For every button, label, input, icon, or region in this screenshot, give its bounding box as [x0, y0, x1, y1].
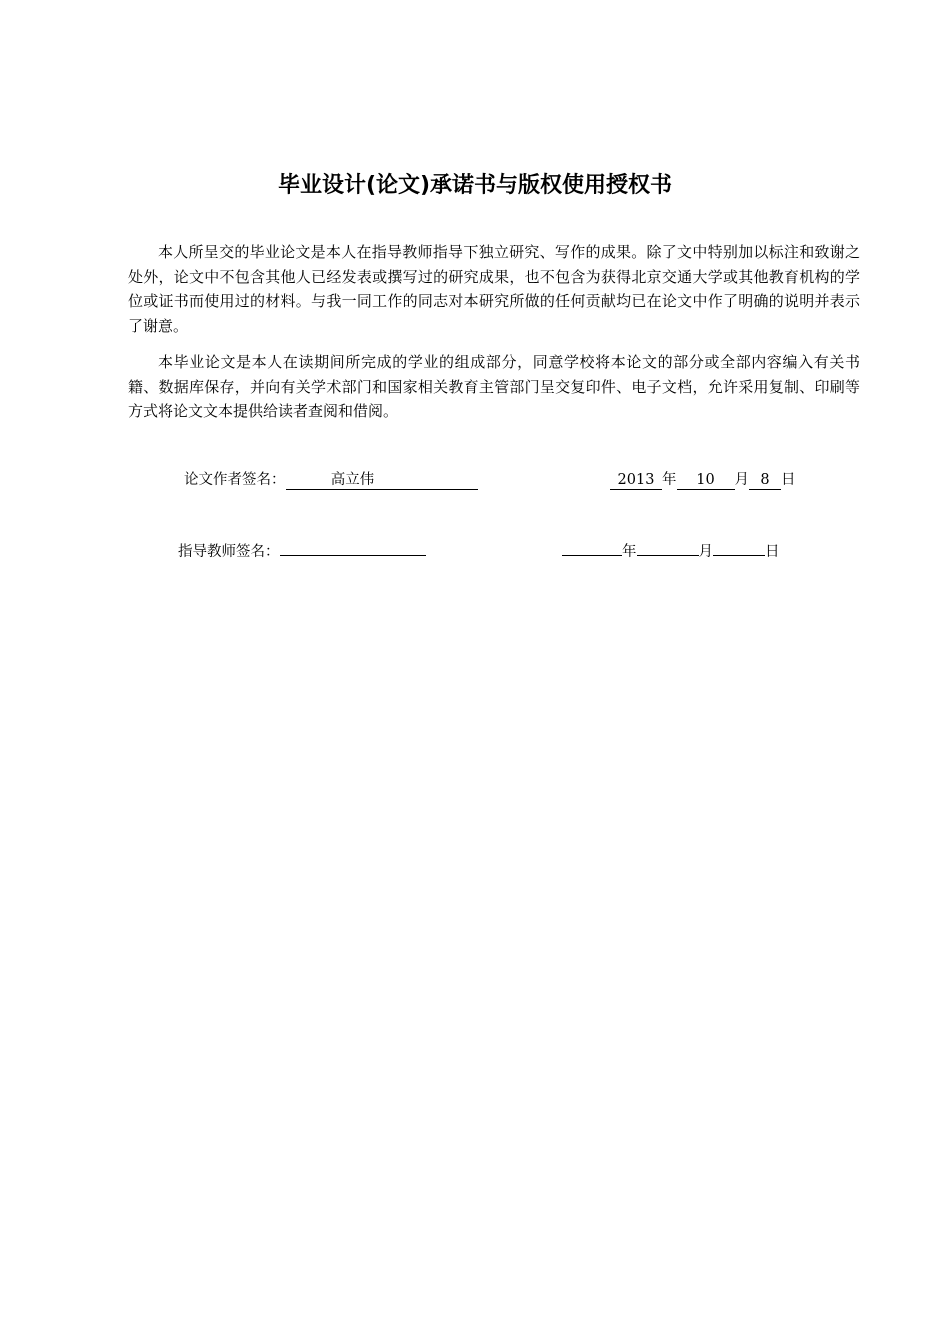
author-date — [610, 469, 796, 491]
advisor-year-field — [562, 538, 622, 556]
author-month: 10 — [696, 472, 715, 488]
author-day-unit: 日 — [781, 472, 796, 488]
authorization-paragraph: 本毕业论文是本人在读期间所完成的学业的组成部分，同意学校将本论文的部分或全部内容编入有关书籍、数据库保存，并向有关学术部门和国家相关教育主管部门呈交复印件、电子文档，允许采用复制、印刷等方式将论文文本提供给读者查阅和借阅。 — [128, 353, 860, 420]
author-month-field — [677, 472, 735, 490]
advisor-month-field — [637, 538, 699, 556]
author-day-field — [749, 472, 781, 490]
advisor-year-unit: 年 — [622, 544, 637, 560]
advisor-day-field — [713, 538, 765, 556]
author-signature-label: 论文作者签名： — [184, 472, 286, 488]
page-title: 毕业设计(论文)承诺书与版权使用授权书 — [277, 173, 673, 198]
advisor-signature-row — [178, 538, 426, 563]
author-day: 8 — [760, 472, 770, 488]
author-year-unit: 年 — [662, 472, 677, 488]
advisor-day-unit: 日 — [765, 544, 780, 560]
author-month-unit: 月 — [734, 472, 749, 488]
advisor-month-unit: 月 — [698, 544, 713, 560]
author-name: 高立伟 — [330, 472, 375, 488]
advisor-signature-field — [280, 538, 426, 556]
author-year: 2013 — [617, 472, 655, 488]
author-signature-field — [286, 472, 478, 490]
commitment-paragraph: 本人所呈交的毕业论文是本人在指导教师指导下独立研究、写作的成果。除了文中特别加以标注和致谢之处外，论文中不包含其他人已经发表或撰写过的研究成果，也不包含为获得北京交通大学或其他教育机构的学位或证书而使用过的材料。与我一同工作的同志对本研究所做的任何贡献均已在论文中作了明确的说明并表示了谢意。 — [128, 243, 860, 335]
author-signature-row — [184, 469, 478, 491]
advisor-signature-label: 指导教师签名： — [178, 544, 280, 560]
advisor-date — [562, 538, 780, 563]
author-year-field — [610, 472, 662, 490]
